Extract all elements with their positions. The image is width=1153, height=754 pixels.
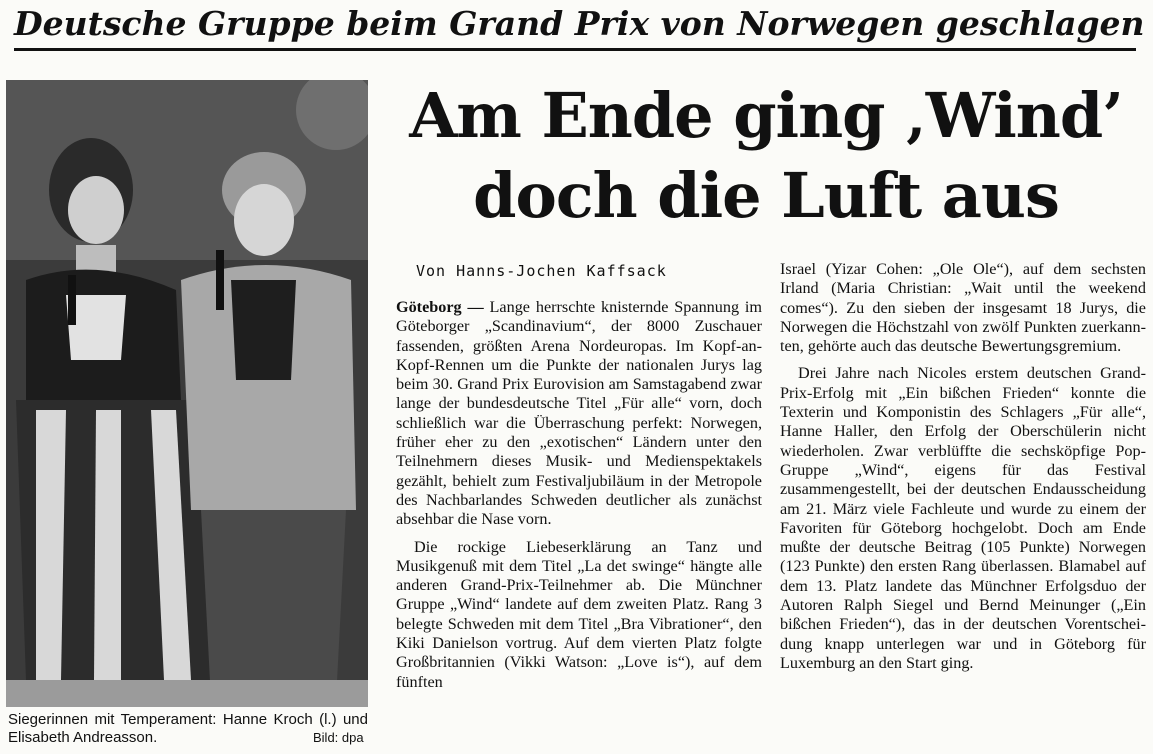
photo-credit: Bild: dpa — [313, 730, 364, 745]
dateline: Göteborg — — [396, 298, 484, 316]
article-paragraph: Die rockige Liebeserklärung an Tanz und Musikgenuß mit dem Titel „La det swinge“ hängte alle anderen Grand-Prix-Teilnehmer ab. Die Münchner Gruppe „Wind“ landete auf dem zweiten Platz. Rang 3 belegte Schweden mit dem Titel „Bra Vibrationer“, den Kiki Danielson vortrug. Auf dem vierten Platz folgte Großbritannien (Vikki Watson: „Love is“), auf dem fünften — [396, 537, 762, 691]
article-column-1 — [396, 298, 762, 692]
headline — [386, 76, 1146, 236]
article-paragraph: Israel (Yizar Cohen: „Ole Ole“), auf dem sechsten Irland (Maria Christian: „Wait until the weekend comes“). Zu den sieben der insgesamt 18 Jurys, die Norwegen die Höchstzahl von zwölf Punkten zuerkannten, gehörte auch das deutsche Bewertungsgremium. — [780, 260, 1146, 356]
headline-line-2: doch die Luft aus — [473, 159, 1059, 232]
kicker-rule — [14, 48, 1136, 51]
kicker-headline: Deutsche Gruppe beim Grand Prix von Norwegen geschlagen — [14, 4, 1145, 43]
headline-line-1: Am Ende ging ‚Wind’ — [409, 79, 1123, 152]
press-photo — [6, 80, 368, 707]
article-paragraph: Drei Jahre nach Nicoles erstem deutschen Grand-Prix-Erfolg mit „Ein bißchen Frieden“ konnte die Texterin und Komponistin des Schlagers „Für alle“, Hanne Haller, den Erfolg der Oberschülerin nicht wiederholen. Zwar verblüffte die sechsköpfige Pop-Gruppe „Wind“, eigens für das Festival zusammengestellt, bei der deutschen Endausscheidung am 21. März viele Fachleute und wurde zu einem der Favoriten für Göteborg hochgelobt. Doch am Ende mußte der deutsche Beitrag (105 Punkte) Norwegen (123 Punkte) den ersten Rang überlassen. Blamabel auf dem 13. Platz landete das Münchner Erfolgsduo der Autoren Ralph Siegel und Bernd Meinunger („Ein bißchen Frieden“), das in der deutschen Vorentscheidung knapp unterlegen war und in Göteborg für Luxemburg an den Start ging. — [780, 364, 1146, 672]
paragraph-text: Lange herrschte knisternde Spannung im Göteborger „Scandinavium“, der 8000 Zuschauer fassenden, größten Arena Nordeuropas. Im Kopf-an-Kopf-Rennen um die Punkte der nationalen Jurys lag beim 30. Grand Prix Eurovision am Samstagabend zwar lange der bundesdeutsche Titel „Für alle“ vorn, doch schließlich war die Überraschung perfekt: Norwegen, früher eher zu den „exotischen“ Ländern unter den Teilnehmern dieses Musik- und Medienspektakels gezählt, behielt zum Festivaljubiläum in der Metropole des Nachbarlandes Schweden deutlicher als zunächst absehbar die Nase vorn. — [396, 298, 762, 529]
byline: Von Hanns-Jochen Kaffsack — [416, 262, 667, 280]
photo-illustration — [6, 80, 368, 707]
article-paragraph — [396, 298, 762, 530]
photo-caption: Siegerinnen mit Temperament: Hanne Kroch (l.) und Elisabeth Andreasson. — [8, 711, 368, 746]
article-column-2 — [780, 260, 1146, 673]
